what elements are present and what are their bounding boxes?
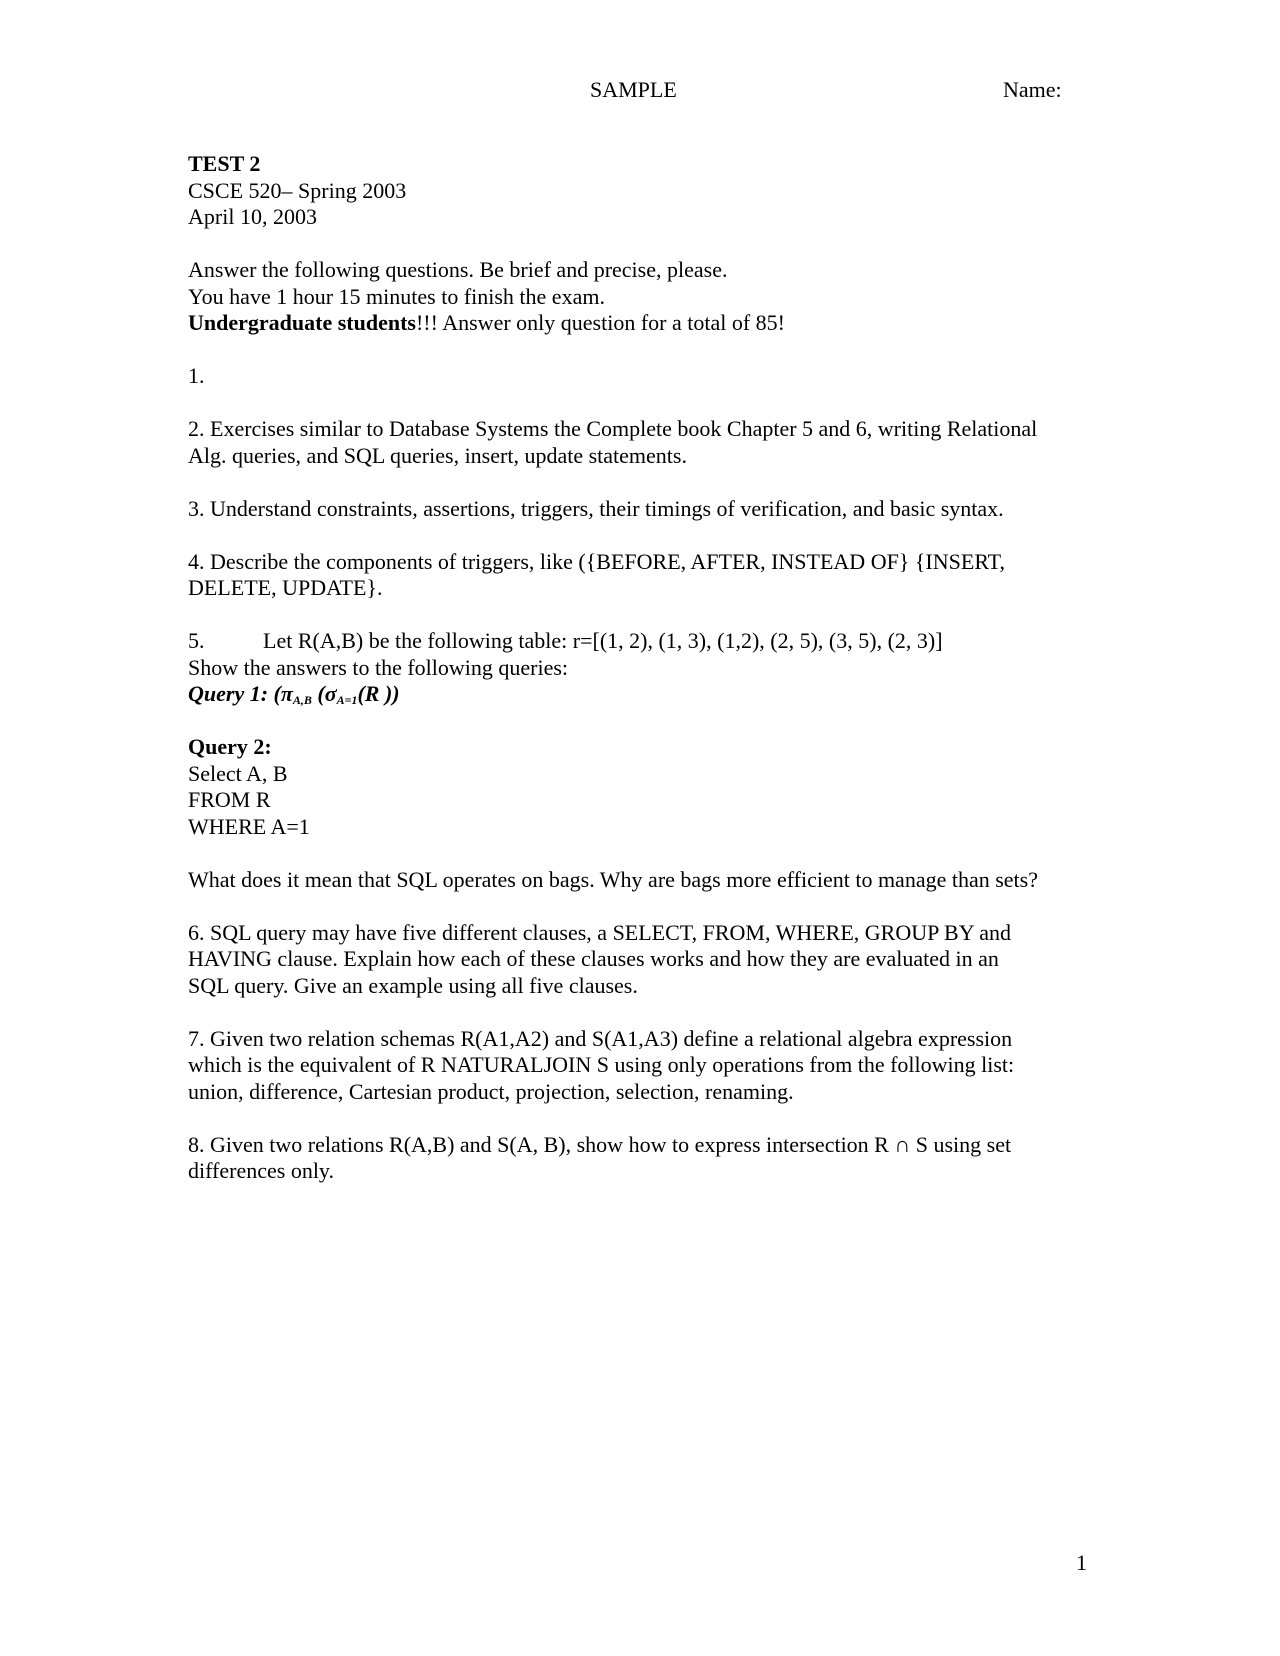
question-5-table [188,628,1088,655]
question-5-bags: What does it mean that SQL operates on bags. Why are bags more efficient to manage than sets? [188,866,1038,892]
pi-symbol: π [280,681,293,706]
exam-course: CSCE 520– Spring 2003 [188,177,407,203]
question-5-prompt: Show the answers to the following queries: [188,654,569,680]
question-7-line-2: which is the equivalent of R NATURALJOIN S using only operations from the following list: [188,1052,1015,1077]
question-2-line-2: Alg. queries, and SQL queries, insert, update statements. [188,442,687,468]
exam-content [188,151,1088,1185]
instruction-line-2: You have 1 hour 15 minutes to finish the exam. [188,283,605,309]
undergraduate-label: Undergraduate students [188,310,416,335]
pi-subscript: A,B [292,693,312,707]
instruction-line-3 [188,310,1088,337]
question-2-line-1: 2. Exercises similar to Database Systems the Complete book Chapter 5 and 6, writing Relational [188,416,1038,441]
query-2-label: Query 2: [188,734,272,759]
question-5-number: 5. [188,628,205,653]
header-name-label: Name: [1003,77,1062,102]
question-8-line-2: differences only. [188,1158,334,1183]
query-2-line-from: FROM R [188,787,271,812]
question-6-line-2: HAVING clause. Explain how each of these clauses works and how they are evaluated in an [188,946,999,971]
query-2-line-select: Select A, B [188,760,288,786]
header-sample-title: SAMPLE [590,77,677,102]
question-3: 3. Understand constraints, assertions, triggers, their timings of verification, and basic syntax. [188,495,1004,521]
query-1-end: (R )) [357,681,400,706]
query-1-mid: ( [311,681,325,706]
query-1-label: Query 1: ( [188,681,281,706]
page-number: 1 [1076,1550,1087,1575]
sigma-subscript: A=1 [336,693,358,707]
question-7-line-3: union, difference, Cartesian product, projection, selection, renaming. [188,1078,794,1104]
exam-title: TEST 2 [188,151,261,176]
question-1: 1. [188,363,205,388]
question-6-line-1: 6. SQL query may have five different clauses, a SELECT, FROM, WHERE, GROUP BY and [188,919,1012,945]
question-7-line-1: 7. Given two relation schemas R(A1,A2) and S(A1,A3) define a relational algebra expression [188,1025,1013,1051]
question-5-table-text: Let R(A,B) be the following table: r=[(1, 2), (1, 3), (1,2), (2, 5), (3, 5), (2, 3)] [263,628,943,653]
question-8-line-1: 8. Given two relations R(A,B) and S(A, B), show how to express intersection R ∩ S using set [188,1131,1012,1157]
question-4-line-1: 4. Describe the components of triggers, like ({BEFORE, AFTER, INSTEAD OF} {INSERT, [188,548,1005,574]
sigma-symbol: σ [324,681,337,706]
instruction-line-3-rest: !!! Answer only question for a total of 85! [415,310,785,335]
query-1 [188,681,1088,708]
instruction-line-1: Answer the following questions. Be brief and precise, please. [188,257,728,282]
exam-date: April 10, 2003 [188,204,317,229]
question-4-line-2: DELETE, UPDATE}. [188,575,383,600]
query-2-line-where: WHERE A=1 [188,813,310,839]
question-6-line-3: SQL query. Give an example using all five clauses. [188,972,638,998]
